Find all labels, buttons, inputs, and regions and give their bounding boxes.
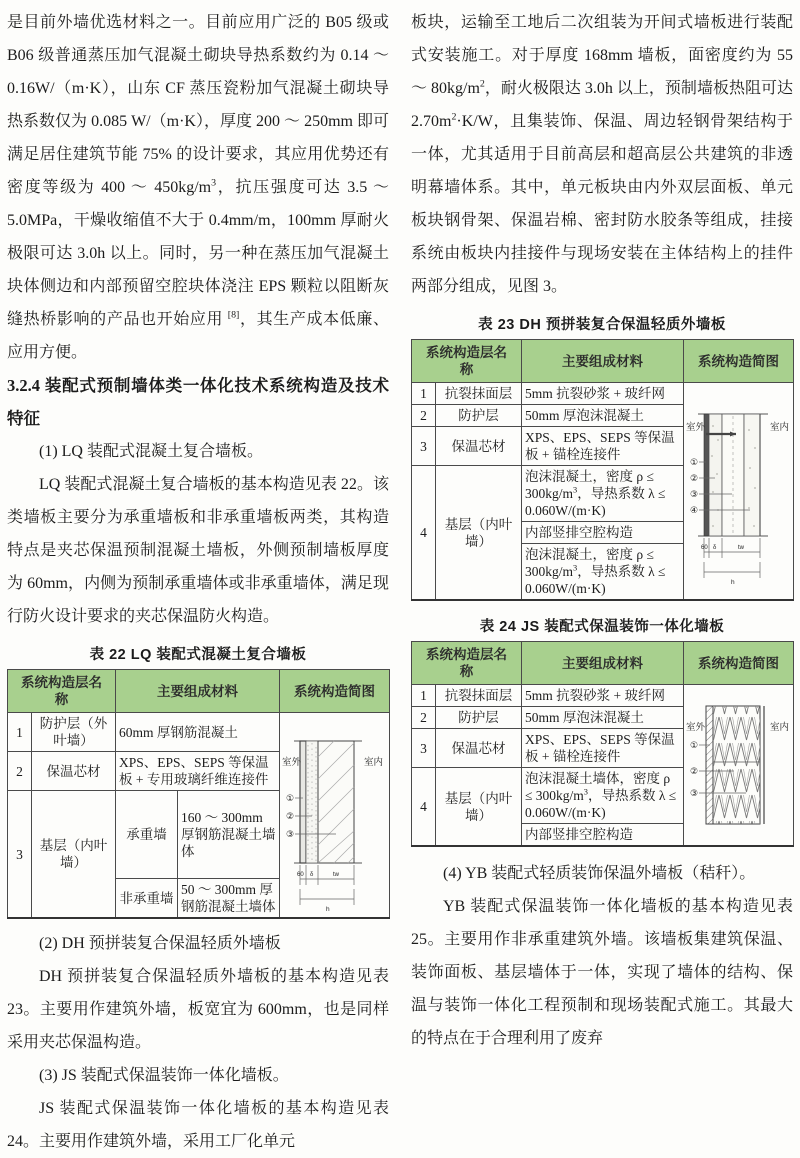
table22-row2-num: 2 [8, 752, 32, 791]
marker-4: ④ [689, 505, 698, 515]
material-text: 泡沫混凝土，密度 ρ ≤ 300kg/m [525, 469, 654, 501]
inside-label: 室内 [769, 422, 789, 433]
dim-tw: tw [332, 872, 339, 878]
table22-row3b-type: 非承重墙 [116, 879, 178, 919]
table24-header-material: 主要组成材料 [522, 642, 684, 685]
table24-row2-num: 2 [412, 707, 436, 729]
table23-row3-name: 保温芯材 [436, 427, 522, 466]
dim-delta: δ [309, 872, 313, 878]
paragraph-text: 是目前外墙优选材料之一。目前应用广泛的 B05 级或 B06 级普通蒸压加气混凝土砌块导热系数约为 0.14 ～ 0.16W/（m·K），山东 CF 蒸压瓷粉加气混凝土砌块导热系数仅为 0.085 W/（m·K），厚度 200 ～ 250mm 即可满足居住建筑节能 75% 的设计要求，其应用优势还有密度等级为 400 ～ 450kg/m [7, 14, 389, 196]
paragraph-text: ，抗压强度可达 3.5 ～ 5.0MPa，干燥收缩值不大于 0.4mm/m，100mm 厚耐火极限可达 3.0h 以上。同时，另一种在蒸压加气混凝土块体侧边和内部预留空腔块体浇注 EPS 颗粒以阻断灰缝热桥影响的产品也开始应用 [7, 179, 389, 328]
material-text: 泡沫混凝土墙体，密度 ρ ≤ 300kg/m [525, 771, 671, 803]
table24-row3-num: 3 [412, 729, 436, 768]
paragraph-aerated-concrete [7, 6, 389, 369]
paragraph-dh-description: DH 预拼装复合保温轻质外墙板的基本构造见表 23。主要用作建筑外墙，板宽宜为 600mm，也是同样采用夹芯保温构造。 [7, 968, 389, 1051]
paragraph-text: ·K/W，且集装饰、保温、周边轻钢骨架结构于一体，尤其适用于目前高层和超高层公共建筑的非透明幕墙体系。其中，单元板块由内外双层面板、单元板块钢骨架、保温岩棉、密封防水胶条等组成，挂接系统由板块内挂接件与现场安装在主体结构上的挂件两部分组成，见图 3。 [411, 113, 793, 295]
marker-3: ③ [689, 788, 698, 798]
section-heading-3-2-4: 3.2.4 装配式预制墙体类一体化技术系统构造及技术特征 [7, 376, 389, 428]
paragraph-panel-assembly [411, 6, 793, 303]
table23-row1-name: 抗裂抹面层 [436, 383, 522, 405]
citation-reference: [8] [227, 309, 240, 321]
paragraph-text: ，其生产成本低廉、应用方便。 [7, 311, 389, 361]
table23-row4a-material [522, 466, 684, 522]
table24-row1-num: 1 [412, 685, 436, 707]
table23-row3-num: 3 [412, 427, 436, 466]
table22-row3-num: 3 [8, 791, 32, 919]
table23-diagram-cell [684, 383, 794, 601]
marker-1: ① [689, 457, 698, 467]
table22-header-row [8, 670, 390, 713]
table23 [411, 339, 794, 601]
table24-row4-name: 基层（内叶墙） [436, 768, 522, 847]
marker-2: ② [689, 766, 698, 776]
right-column [411, 6, 793, 1158]
superscript-squared: 2 [451, 111, 457, 123]
table23-row4b-material: 内部竖排空腔构造 [522, 522, 684, 544]
wall-section-diagram-lq [282, 713, 388, 917]
table24-row3-name: 保温芯材 [436, 729, 522, 768]
dim-delta: δ [712, 545, 716, 551]
table23-row3-material: XPS、EPS、SEPS 等保温板 + 锚栓连接件 [522, 427, 684, 466]
table22-row2-name: 保温芯材 [32, 752, 116, 791]
table23-row2-name: 防护层 [436, 405, 522, 427]
table-row [412, 685, 794, 707]
table24-row4-num: 4 [412, 768, 436, 847]
paragraph-item-3-js: (3) JS 装配式保温装饰一体化墙板。 [39, 1067, 289, 1084]
dimension-lines [300, 865, 354, 905]
marker-2: ② [689, 473, 698, 483]
table23-row1-material: 5mm 抗裂砂浆 + 玻纤网 [522, 383, 684, 405]
table24-row2-material: 50mm 厚泡沫混凝土 [522, 707, 684, 729]
marker-3: ③ [285, 829, 294, 839]
paragraph-text: 板块，运输至工地后二次组装为开间式墙板进行装配式安装施工。对于厚度 168mm 墙板，面密度约为 55 ～ 80kg/m [411, 14, 793, 97]
table-row [412, 383, 794, 405]
table22-row3b-material: 50 ～ 300mm 厚钢筋混凝土墙体 [178, 879, 280, 919]
inside-label: 室内 [769, 722, 789, 733]
table23-caption: 表 23 DH 预拼装复合保温轻质外墙板 [478, 317, 726, 333]
marker-1: ① [689, 740, 698, 750]
table22-diagram-cell [280, 713, 390, 919]
marker-3: ③ [689, 489, 698, 499]
marker-2: ② [285, 811, 294, 821]
table23-row2-material: 50mm 厚泡沫混凝土 [522, 405, 684, 427]
wall-section-diagram-dh [686, 384, 792, 598]
table22-header-material: 主要组成材料 [116, 670, 280, 713]
table23-header-layer: 系统构造层名称 [412, 340, 522, 383]
table23-row4-num: 4 [412, 466, 436, 601]
dim-60: 60 [700, 545, 708, 551]
table22-caption: 表 22 LQ 装配式混凝土复合墙板 [89, 647, 307, 663]
table24-diagram-cell [684, 685, 794, 847]
outside-label: 室外 [685, 722, 705, 733]
table22-header-layer: 系统构造层名称 [8, 670, 116, 713]
outside-label: 室外 [281, 757, 301, 768]
table23-header-material: 主要组成材料 [522, 340, 684, 383]
table22-row1-material: 60mm 厚钢筋混凝土 [116, 713, 280, 752]
superscript-cubed: 3 [583, 787, 588, 797]
table22-header-diagram: 系统构造简图 [280, 670, 390, 713]
table23-header-diagram: 系统构造简图 [684, 340, 794, 383]
table24-row3-material: XPS、EPS、SEPS 等保温板 + 锚栓连接件 [522, 729, 684, 768]
material-text: ，导热系数 λ ≤ 0.060W/(m·K) [525, 564, 666, 596]
superscript-squared: 2 [479, 78, 485, 90]
table24-caption: 表 24 JS 装配式保温装饰一体化墙板 [479, 619, 725, 635]
table24-header-layer: 系统构造层名称 [412, 642, 522, 685]
table22-row3a-type: 承重墙 [116, 791, 178, 879]
superscript-cubed: 3 [573, 563, 578, 573]
table24-row2-name: 防护层 [436, 707, 522, 729]
dim-h: h [325, 906, 330, 913]
table23-header-row [412, 340, 794, 383]
paragraph-item-4-yb: (4) YB 装配式轻质装饰保温外墙板（秸秆）。 [443, 865, 756, 882]
dim-tw: tw [737, 545, 744, 551]
paragraph-item-1-lq: (1) LQ 装配式混凝土复合墙板。 [39, 443, 263, 460]
table23-row2-num: 2 [412, 405, 436, 427]
dimension-lines [704, 538, 760, 578]
table23-row4c-material [522, 544, 684, 601]
table23-row4-name: 基层（内叶墙） [436, 466, 522, 601]
table24-header-diagram: 系统构造简图 [684, 642, 794, 685]
table24-row1-material: 5mm 抗裂砂浆 + 玻纤网 [522, 685, 684, 707]
dim-60: 60 [296, 872, 304, 878]
left-column [7, 6, 389, 1158]
paragraph-js-description: JS 装配式保温装饰一体化墙板的基本构造见表 24。主要用作建筑外墙，采用工厂化单元 [7, 1100, 389, 1150]
material-text: ，导热系数 λ ≤ 0.060W/(m·K) [525, 486, 666, 518]
marker-1: ① [285, 793, 294, 803]
table22 [7, 669, 390, 919]
superscript-cubed: 3 [211, 177, 217, 189]
paragraph-lq-description: LQ 装配式混凝土复合墙板的基本构造见表 22。该类墙板主要分为承重墙板和非承重墙板两类，其构造特点是夹芯保温预制混凝土墙板，外侧预制墙板厚度为 60mm，内侧为预制承重墙体或非承重墙体，满足现行防火设计要求的夹芯保温防火构造。 [7, 476, 389, 625]
paragraph-text: ，耐火极限达 3.0h 以上，预制墙板热阻可达 2.70m [411, 80, 793, 130]
superscript-cubed: 3 [573, 485, 578, 495]
material-text: ，导热系数 λ ≤ 0.060W/(m·K) [525, 788, 677, 820]
table22-row3-name: 基层（内叶墙） [32, 791, 116, 919]
table22-row2-material: XPS、EPS、SEPS 等保温板 + 专用玻璃纤维连接件 [116, 752, 280, 791]
paragraph-item-2-dh: (2) DH 预拼装复合保温轻质外墙板 [39, 935, 281, 952]
table24-row1-name: 抗裂抹面层 [436, 685, 522, 707]
table24-row4b-material: 内部竖排空腔构造 [522, 824, 684, 847]
table24 [411, 641, 794, 847]
outside-label: 室外 [685, 422, 705, 433]
table24-header-row [412, 642, 794, 685]
table24-row4a-material [522, 768, 684, 824]
dim-h: h [730, 579, 735, 586]
table23-row1-num: 1 [412, 383, 436, 405]
table22-row1-name: 防护层（外叶墙） [32, 713, 116, 752]
table22-row3a-material: 160 ～ 300mm 厚钢筋混凝土墙体 [178, 791, 280, 879]
paragraph-yb-description: YB 装配式保温装饰一体化墙板的基本构造见表 25。主要用作非承重建筑外墙。该墙板集建筑保温、装饰面板、基层墙体于一体，实现了墙体的结构、保温与装饰一体化工程预制和现场装配式施工。其最大的特点在于合理利用了废弃 [411, 898, 793, 1047]
table-row [8, 713, 390, 752]
wall-section-diagram-js [686, 690, 792, 840]
table22-row1-num: 1 [8, 713, 32, 752]
inside-label: 室内 [363, 757, 383, 768]
material-text: 泡沫混凝土，密度 ρ ≤ 300kg/m [525, 547, 654, 579]
